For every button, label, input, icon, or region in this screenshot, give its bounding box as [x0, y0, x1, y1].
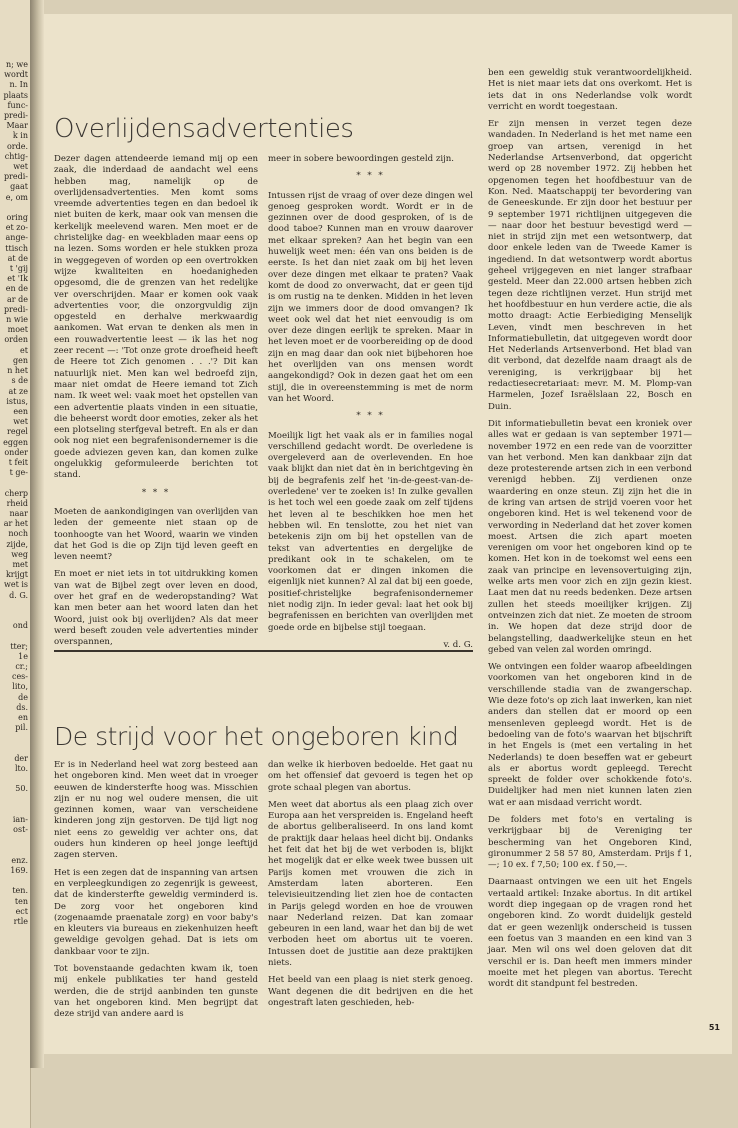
prev-page-fragment: weg — [11, 549, 28, 559]
right-column-paragraph: Dit informatiebulletin bevat een kroniek over alles wat er gedaan is van september 1971—november 1972 en een rede van de voorzitter van het verbond. Men kan dankbaar zijn dat deze protesterende artsen zich in een verbond verenigd hebben. Zij verdienen onze waardering en onze steun. Zij zijn het die in de kring van artsen de strijd voeren voor het ongeboren kind. Het is wel tekenend voor de verwording in Nederland dat het zover komen moest. Artsen die zich apart moeten verenigen om voor het ongeboren kind op te komen. Het kon in de toekomst wel eens een zaak van principe en levensovertuiging zijn, welke arts men voor zich en zijn gezin kiest. Laat men dat nu reeds bedenken. Deze artsen zullen het steeds moeilijker krijgen. Zij ontveinzen zich dat niet. Ze moeten de stroom in. We hopen dat deze strijd door de belangstelling, daadwerkelijke steun en het gebed van velen zal worden omringd. — [488, 418, 692, 655]
prev-page-fragment — [0, 876, 30, 886]
magazine-page — [44, 14, 732, 1054]
article2-col1-paragraph: Het is een zegen dat de inspanning van artsen en verpleegkundigen zo zegenrijk is geweest, dat de kindersterfte geweldig verminderd is. De zorg voor het ongeboren kind (zogenaamde praenatale zorg) en voor baby's en kleuters via bureaus en ziekenhuizen heeft geweldige gevolgen gehad. Dat is iets om dankbaar voor te zijn. — [54, 867, 258, 957]
prev-page-fragment: n; we — [6, 60, 28, 69]
prev-page-fragment: Maar — [6, 121, 28, 131]
prev-page-fragment: ar het — [3, 519, 28, 529]
prev-page-fragment: predi- — [3, 111, 28, 121]
prev-page-fragment: d. G. — [9, 590, 28, 600]
prev-page-fragment: ond — [12, 621, 28, 631]
prev-page-fragment: ect — [15, 906, 28, 916]
prev-page-fragment: naar — [9, 508, 28, 518]
right-column-paragraph: Er zijn mensen in verzet tegen deze wandaden. In Nederland is het met name een groep van artsen, verenigd in het Nederlandse Artsenverbond, dat opgericht werd op 28 november 1972. Zij hebben het opgenomen tegen het hoofdbestuur van de Kon. Ned. Maatschappij ter bevordering van de Geneeskunde. Er zijn door het bestuur per 9 september 1971 richtlijnen uitgegeven die — naar door het bestuur bevestigd werd — niet in strijd zijn met een wetsontwerp, dat door enkele leden van de Tweede Kamer is ingediend. In dat wetsontwerp wordt abortus geheel vrijgegeven en niet langer strafbaar gesteld. Meer dan 22.000 artsen hebben zich tegen deze richtlijnen verzet. Hun strijd met het hoofdbestuur en hun verdere actie, die als motto draagt: Actie Eerbiediging Menselijk Leven, vindt men beschreven in het Informatiebulletin, dat uitgegeven wordt door Het Nederlands Artsenverbond. Het blad van dit verbond, dat dezelfde naam draagt als de vereniging, is verkrijgbaar bij het redactiesecretariaat: mevr. M. M. Plomp-van Harmelen, Jozef Israëlslaan 22, Bosch en Duin. — [488, 119, 692, 412]
prev-page-fragment: 1e — [18, 651, 28, 661]
prev-page-fragment: wet is — [3, 580, 28, 590]
prev-page-fragment: wet — [13, 417, 28, 427]
prev-page-fragment: plaats — [3, 90, 28, 100]
prev-page-fragment: et — [20, 345, 28, 355]
right-column — [488, 68, 692, 1032]
article1-col2-paragraph: Intussen rijst de vraag of over deze dingen wel genoeg gesproken wordt. Wordt er in de gezinnen over de dood gesproken, of is de dood taboe? Kunnen man en vrouw daarover met elkaar spreken? Aan het begin van een huwelijk weet men: één van ons beiden is de eerste. Is het dan niet zaak om bij het leven over deze dingen met elkaar te praten? Vaak komt de dood zo onverwacht, dat er geen tijd is om rustig na te denken. Midden in het leven zijn we immers door de dood omvangen? Ik weet ook wel dat het niet eenvoudig is om over deze dingen eerlijk te spreken. Maar in het leven moet er de voorbereiding op de dood zijn en mag daar dan ook niet bijbehoren hoe het overlijden van ons mensen wordt aangekondigd? Ook in dezen gaat het om een stijl, die in overeenstemming is met de norm van het Woord. — [268, 190, 473, 404]
prev-page-fragment: met — [12, 559, 28, 569]
article1-col1-paragraph: Dezer dagen attendeerde iemand mij op een zaak, die inderdaad de aandacht wel eens hebben mag, namelijk op de overlijdensadvertenties. Men komt soms vreemde advertenties tegen en dan bedoel ik niet buiten de kerk, maar ook van mensen die kerkelijk meelevend waren. Men moet er de christelijke dag- en weekbladen maar eens op na lezen. Soms worden er hele stukken proza in weggegeven of worden op een overtrokken wijze kwaliteiten en hoedanigheden opgesomd, die de grenzen van het redelijke ver overschrijden. Maar er komen ook vaak advertenties voor, die onzorgvuldig zijn opgesteld en derhalve merkwaardig aankomen. Wat ervan te denken als men in een rouwadvertentie leest — ik las het nog zeer recent —: 'Tot onze grote droefheid heeft de Heere tot Zich genomen . . .'? Dit kan natuurlijk niet. Men kan wel bedroefd zijn, maar niet omdat de Heere iemand tot Zich nam. Ik weet wel: vaak moet het opstellen van een advertentie plaats vinden in een situatie, die beheerst wordt door emoties, zeker als het een plotseling sterfgeval betreft. En als er dan ook nog niet een begrafenisondernemer is die goede adviezen geven kan, dan komen zulke ongelukkig geformuleerde berichten tot stand. — [54, 154, 258, 481]
prev-page-fragment: gen — [12, 355, 28, 365]
prev-page-fragment: de — [18, 692, 28, 702]
prev-page-fragment: krijgt — [5, 570, 28, 580]
prev-page-fragment: ten — [14, 896, 28, 906]
prev-page-fragment: t feit — [8, 457, 28, 467]
prev-page-fragment — [0, 835, 30, 845]
author-signature: v. d. G. — [443, 639, 473, 650]
prev-page-fragment: e, om — [5, 192, 28, 202]
right-column-paragraph: Daarnaast ontvingen we een uit het Engels vertaald artikel: Inzake abortus. In dit artikel wordt diep ingegaan op de vragen rond het ongeboren kind. Zo wordt duidelijk gesteld dat er geen wezenlijk onderscheid is tussen een foetus van 3 maanden en een kind van 3 jaar. Men wil ons wel doen geloven dat dit verschil er is. Dan heeft men immers minder moeite met het plegen van abortus. Terecht wordt dit standpunt fel bestreden. — [488, 877, 692, 990]
article1-column-2 — [268, 154, 473, 650]
prev-page-fragment: wordt — [4, 70, 28, 80]
prev-page-fragment: ian- — [12, 815, 28, 825]
prev-page-fragment: s de — [11, 376, 28, 386]
prev-page-fragment: chtig- — [4, 151, 28, 161]
prev-page-fragment — [0, 795, 30, 805]
article1-col2-paragraph: meer in sobere bewoordingen gesteld zijn. — [268, 154, 455, 164]
prev-page-fragment: der — [14, 753, 28, 763]
prev-page-fragment: at ze — [8, 386, 28, 396]
prev-page-fragment: een — [13, 406, 28, 416]
prev-page-fragment: gaat — [10, 182, 28, 192]
prev-page-fragment: rtle — [13, 917, 28, 927]
page-gutter — [30, 0, 44, 1068]
prev-page-fragment: en — [18, 713, 28, 722]
prev-page-fragment: moet — [7, 325, 28, 335]
prev-page-fragment: onder — [4, 447, 28, 457]
prev-page-fragment: et zo- — [5, 223, 28, 233]
article2-column-2 — [268, 760, 473, 1028]
prev-page-fragment — [0, 744, 30, 754]
prev-page-fragment: orde. — [6, 141, 28, 151]
section-divider: * * * — [141, 487, 171, 498]
article2-col1-paragraph: Er is in Nederland heel wat zorg besteed aan het ongeboren kind. Men weet dat in vroeger eeuwen de kindersterfte hoog was. Misschien zijn er nu nog wel oudere mensen, die uit gezinnen komen, waar van verscheidene kinderen jong zijn gestorven. De tijd ligt nog niet eens zo geweldig ver achter ons, dat ouders hun kinderen op heel jonge leeftijd zagen sterven. — [54, 760, 258, 861]
prev-page-fragment: predi- — [3, 304, 28, 314]
prev-page-fragment: en de — [5, 284, 28, 294]
prev-page-fragment — [0, 611, 30, 621]
prev-page-fragment: noch — [8, 529, 28, 539]
prev-page-fragment: t 'gij — [9, 264, 28, 274]
article1-title: Overlijdensadvertenties — [54, 114, 354, 144]
previous-page-edge — [0, 0, 31, 1128]
page-number: 51 — [708, 1023, 720, 1032]
prev-page-fragment: ar de — [7, 294, 28, 304]
right-column-paragraph: De folders met foto's en vertaling is verkrijgbaar bij de Vereniging ter bescherming van het Ongeboren Kind, gironummer 2 58 57 80, Amsterdam. Prijs f 1,—; 10 ex. f 7,50; 100 ex. f 50,—. — [488, 815, 692, 871]
article1-col2-paragraph: Moeilijk ligt het vaak als er in families nogal verschillend gedacht wordt. De overledene is overgeleverd aan de overlevenden. En hoe vaak blijkt dan niet dat èn in berichtgeving èn bij de begrafenis zelf het 'in-de-geest-van-de-overledene' ver te zoeken is! In zulke gevallen is het toch wel een goede zaak om zelf tijdens het leven al te beschikken hoe men het hebben wil. En tenslotte, zou het niet van betekenis zijn om bij het opstellen van de tekst van advertenties en dergelijke de predikant ook in te schakelen, om te voorkomen dat er dingen inkomen die eigenlijk niet kunnen? Al zal dat bij een goede, positief-christelijke begrafenisondernemer niet nodig zijn. In ieder geval: laat het ook bij begrafenissen en berichten van overlijden met goede orde en bijbelse stijl toegaan. — [268, 430, 473, 633]
prev-page-fragment: func- — [7, 100, 28, 110]
prev-page-fragment: 50. — [15, 784, 28, 794]
prev-page-fragment: t ge- — [9, 468, 28, 478]
prev-page-fragment: et 'Ik — [7, 274, 28, 284]
prev-page-fragment: predi- — [3, 172, 28, 182]
article2-column-1 — [54, 760, 258, 1028]
prev-page-fragment — [0, 478, 30, 488]
article2-title: De strijd voor het ongeboren kind — [54, 722, 459, 751]
article-divider-rule — [54, 650, 473, 652]
prev-page-fragment: zijde, — [6, 539, 28, 549]
article2-col2-paragraph: Het beeld van een plaag is niet sterk genoeg. Want degenen die dit bedrijven en die het ongestraft laten geschieden, heb- — [268, 975, 473, 1008]
prev-page-fragment: lto. — [15, 764, 28, 774]
prev-page-fragment: ttisch — [5, 243, 28, 253]
prev-page-fragment: ces- — [11, 672, 28, 682]
right-column-paragraph: ben een geweldig stuk verantwoordelijkheid. Het is niet maar iets dat ons overkomt. Het is iets dat in ons Nederlandse volk wordt verricht en wordt toegestaan. — [488, 68, 692, 112]
article2-col2-paragraph: Men weet dat abortus als een plaag zich over Europa aan het verspreiden is. Engeland heeft de abortus geliberaliseerd. In ons land komt de praktijk daar helaas heel dicht bij. Ondanks het feit dat het bij de wet verboden is, blijkt het mogelijk dat er elke week twee bussen uit Parijs komen met vrouwen die zich in Amsterdam laten aborteren. Een televisieuitzending liet zien hoe de contacten in Parijs gelegd worden en hoe de vrouwen naar Nederland reizen. Dat kan zomaar gebeuren in een land, waar het dan bij de wet verboden heet om abortus uit te voeren. Intussen doet de justitie aan deze praktijken niets. — [268, 799, 473, 969]
prev-page-fragment: rheid — [6, 498, 28, 508]
prev-page-fragment: n het — [7, 366, 28, 376]
prev-page-fragment: tter; — [10, 641, 28, 651]
prev-page-fragment: ten. — [12, 886, 28, 896]
prev-page-fragment: enz. — [11, 855, 28, 865]
article1-col1-paragraph: En moet er niet iets in tot uitdrukking komen van wat de Bijbel zegt over leven en dood, over het graf en de wederopstanding? Wat kan men beter aan het woord laten dan het Woord, juist ook bij overlijden? Als dat meer werd beseft zouden vele advertenties minder overspannen, — [54, 569, 258, 648]
prev-page-fragment — [0, 203, 30, 213]
prev-page-fragment: oring — [6, 213, 28, 223]
prev-page-fragment: n wie — [6, 315, 28, 325]
article2-col2-paragraph: dan welke ik hierboven bedoelde. Het gaat nu om het offensief dat gevoerd is tegen het op grote schaal plegen van abortus. — [268, 760, 473, 793]
article1-col1-paragraph: Moeten de aankondigingen van overlijden van leden der gemeente niet staan op de toonhoogte van het Woord, waarin we vinden dat het God is die op Zijn tijd leven geeft en leven neemt? — [54, 506, 258, 563]
prev-page-fragment: ange- — [5, 233, 28, 243]
prev-page-fragment: ost- — [13, 825, 28, 835]
article2-col1-paragraph: Tot bovenstaande gedachten kwam ik, toen mij enkele publikaties ter hand gesteld werden, die de strijd aanbinden ten gunste van het ongeboren kind. Men begrijpt dat deze strijd van andere aard is — [54, 964, 258, 1020]
prev-page-fragment — [0, 601, 30, 611]
article1-column-1 — [54, 154, 258, 648]
prev-page-fragment: eggen — [3, 437, 28, 447]
prev-page-fragment: k in — [12, 131, 28, 141]
prev-page-fragment — [0, 733, 30, 743]
prev-page-fragment — [0, 846, 30, 856]
prev-page-fragment — [0, 805, 30, 815]
prev-page-fragment: wet — [13, 162, 28, 172]
prev-page-fragment: 169. — [10, 866, 28, 876]
prev-page-fragment: regel — [7, 427, 28, 437]
prev-page-fragment: at de — [7, 253, 28, 263]
right-column-paragraph: We ontvingen een folder waarop afbeeldingen voorkomen van het ongeboren kind in de verschillende stadia van de zwangerschap. Wie deze foto's op zich laat inwerken, kan niet anders dan stellen dat er moord op een mensenleven gepleegd wordt. Het is de bedoeling van de foto's waarvan het bijschrift in het Engels is (met een vertaling in het Nederlands) te doen beseffen wat er gebeurt als er abortus wordt gepleegd. Terecht spreekt de folder over schokkende foto's. Duidelijker had men niet kunnen laten zien wat er aan misdaad verricht wordt. — [488, 662, 692, 808]
prev-page-fragment: lito, — [12, 682, 28, 692]
prev-page-fragment: cherp — [4, 488, 28, 498]
prev-page-fragment — [0, 631, 30, 641]
prev-page-fragment — [0, 774, 30, 784]
prev-page-fragment: ds. — [16, 702, 28, 712]
section-divider: * * * — [356, 411, 385, 422]
prev-page-fragment: orden — [4, 335, 28, 345]
prev-page-fragment: istus, — [6, 396, 28, 406]
prev-page-fragment: n. In — [9, 80, 28, 90]
section-divider: * * * — [356, 171, 385, 182]
prev-page-fragment: cr.; — [15, 661, 28, 671]
prev-page-fragment: pil. — [15, 723, 28, 733]
